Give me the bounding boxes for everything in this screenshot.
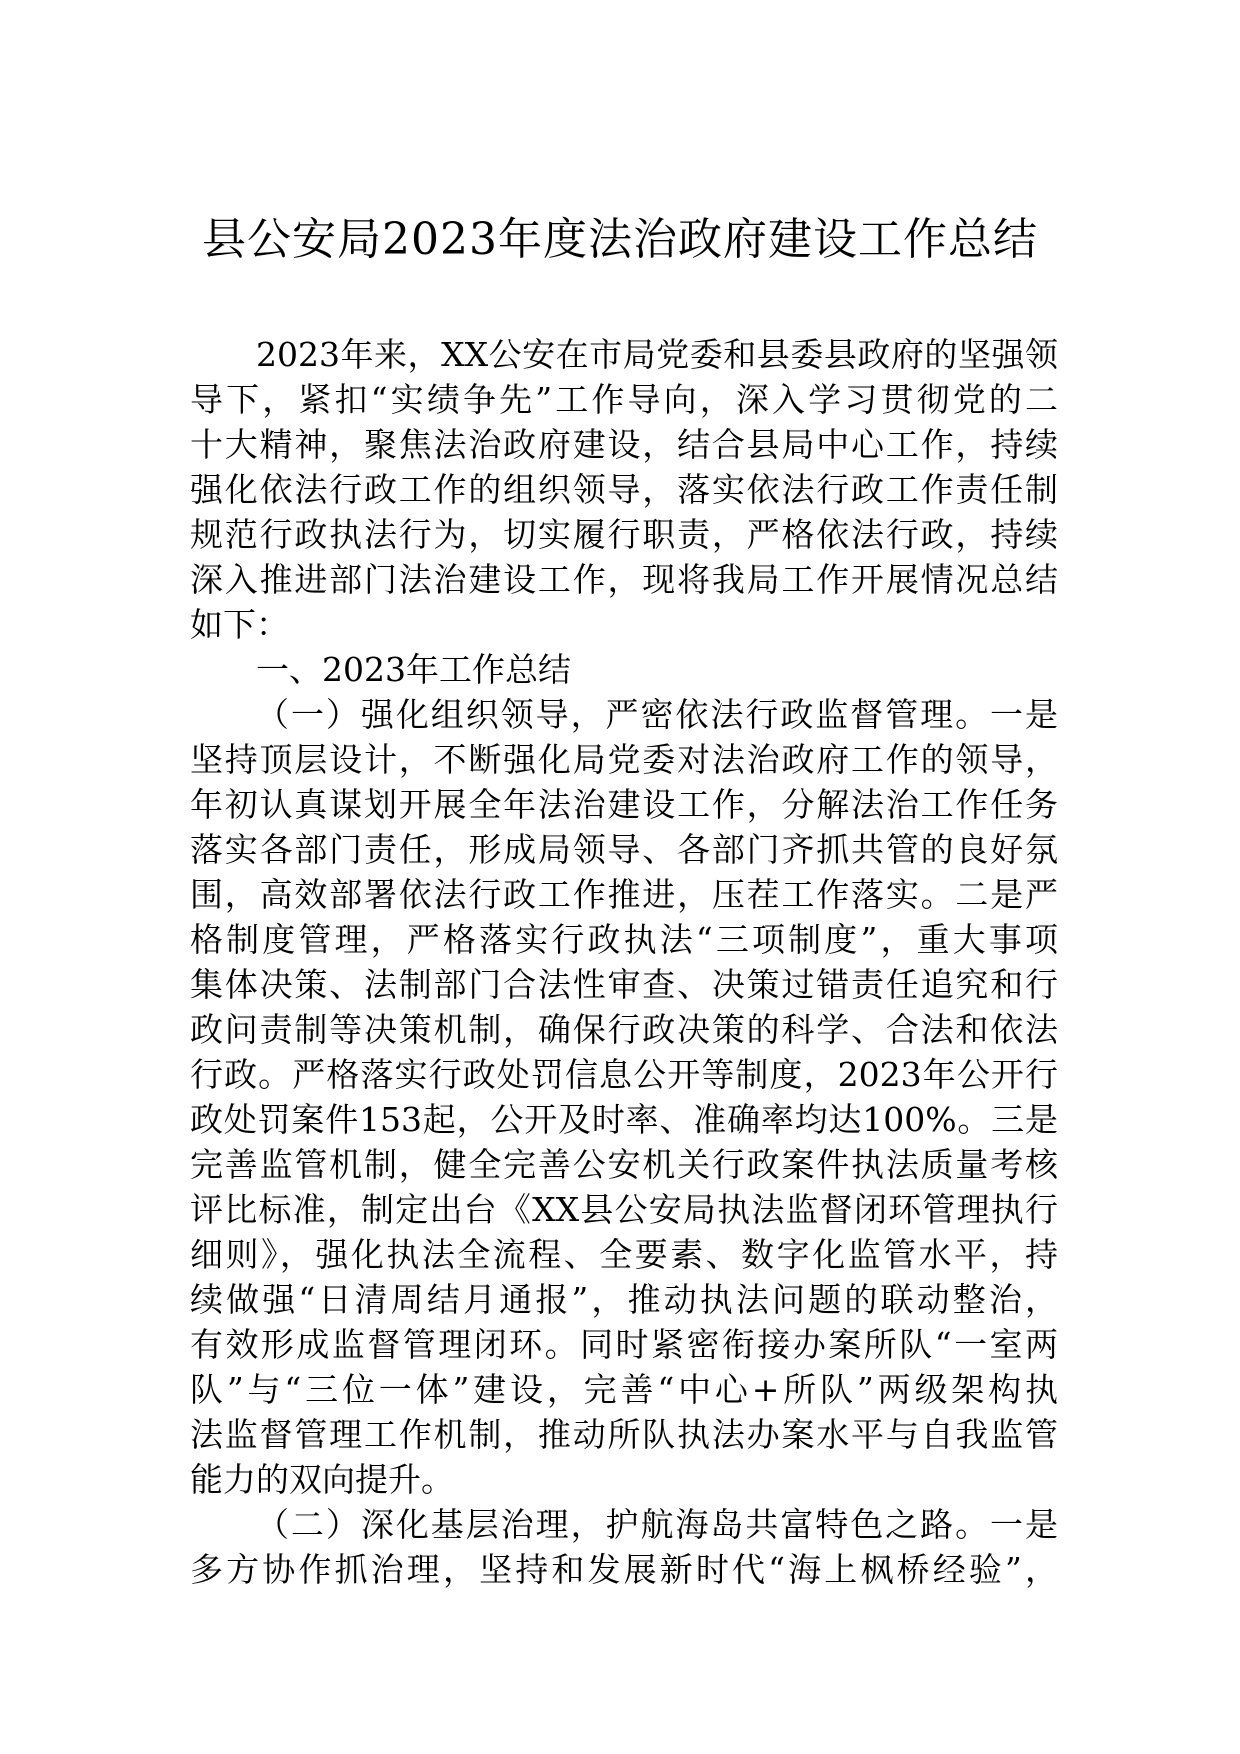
body-line: 导下，紧扣“实绩争先”工作导向，深入学习贯彻党的二 <box>190 380 1058 419</box>
body-line: 完善监管机制，健全完善公安机关行政案件执法质量考核 <box>190 1145 1058 1184</box>
body-line: （一）强化组织领导，严密依法行政监督管理。一是 <box>256 695 1058 734</box>
body-line: 落实各部门责任，形成局领导、各部门齐抓共管的良好氛 <box>190 830 1058 869</box>
body-line: （二）深化基层治理，护航海岛共富特色之路。一是 <box>256 1505 1058 1544</box>
body-line: 2023年来，XX公安在市局党委和县委县政府的坚强领 <box>256 335 1058 374</box>
body-line: 法监督管理工作机制，推动所队执法办案水平与自我监管 <box>190 1415 1058 1454</box>
body-line: 政处罚案件153起，公开及时率、准确率均达100%。三是 <box>190 1100 1058 1139</box>
body-line: 坚持顶层设计，不断强化局党委对法治政府工作的领导， <box>190 740 1058 779</box>
body-line: 集体决策、法制部门合法性审查、决策过错责任追究和行 <box>190 965 1058 1004</box>
body-line: 行政。严格落实行政处罚信息公开等制度，2023年公开行 <box>190 1055 1058 1094</box>
body-line: 格制度管理，严格落实行政执法“三项制度”，重大事项 <box>190 920 1058 959</box>
body-line: 一、2023年工作总结 <box>256 650 571 689</box>
body-line: 有效形成监督管理闭环。同时紧密衔接办案所队“一室两 <box>190 1325 1058 1364</box>
body-line: 年初认真谋划开展全年法治建设工作，分解法治工作任务 <box>190 785 1058 824</box>
body-line: 如下： <box>190 605 289 644</box>
body-line: 细则》，强化执法全流程、全要素、数字化监管水平，持 <box>190 1235 1058 1274</box>
body-line: 强化依法行政工作的组织领导，落实依法行政工作责任制 <box>190 470 1058 509</box>
body-line: 续做强“日清周结月通报”，推动执法问题的联动整治， <box>190 1280 1058 1319</box>
body-line: 能力的双向提升。 <box>190 1460 454 1499</box>
document-title: 县公安局2023年度法治政府建设工作总结 <box>202 214 1038 265</box>
body-line: 评比标准，制定出台《XX县公安局执法监督闭环管理执行 <box>190 1190 1058 1229</box>
body-line: 规范行政执法行为，切实履行职责，严格依法行政，持续 <box>190 515 1058 554</box>
body-line: 政问责制等决策机制，确保行政决策的科学、合法和依法 <box>190 1010 1058 1049</box>
document-body <box>190 332 1058 1592</box>
body-line: 多方协作抓治理，坚持和发展新时代“海上枫桥经验”， <box>190 1550 1058 1589</box>
body-line: 深入推进部门法治建设工作，现将我局工作开展情况总结 <box>190 560 1058 599</box>
body-line: 队”与“三位一体”建设，完善“中心+所队”两级架构执 <box>190 1370 1058 1409</box>
body-line: 围，高效部署依法行政工作推进，压茬工作落实。二是严 <box>190 875 1058 914</box>
body-line: 十大精神，聚焦法治政府建设，结合县局中心工作，持续 <box>190 425 1058 464</box>
